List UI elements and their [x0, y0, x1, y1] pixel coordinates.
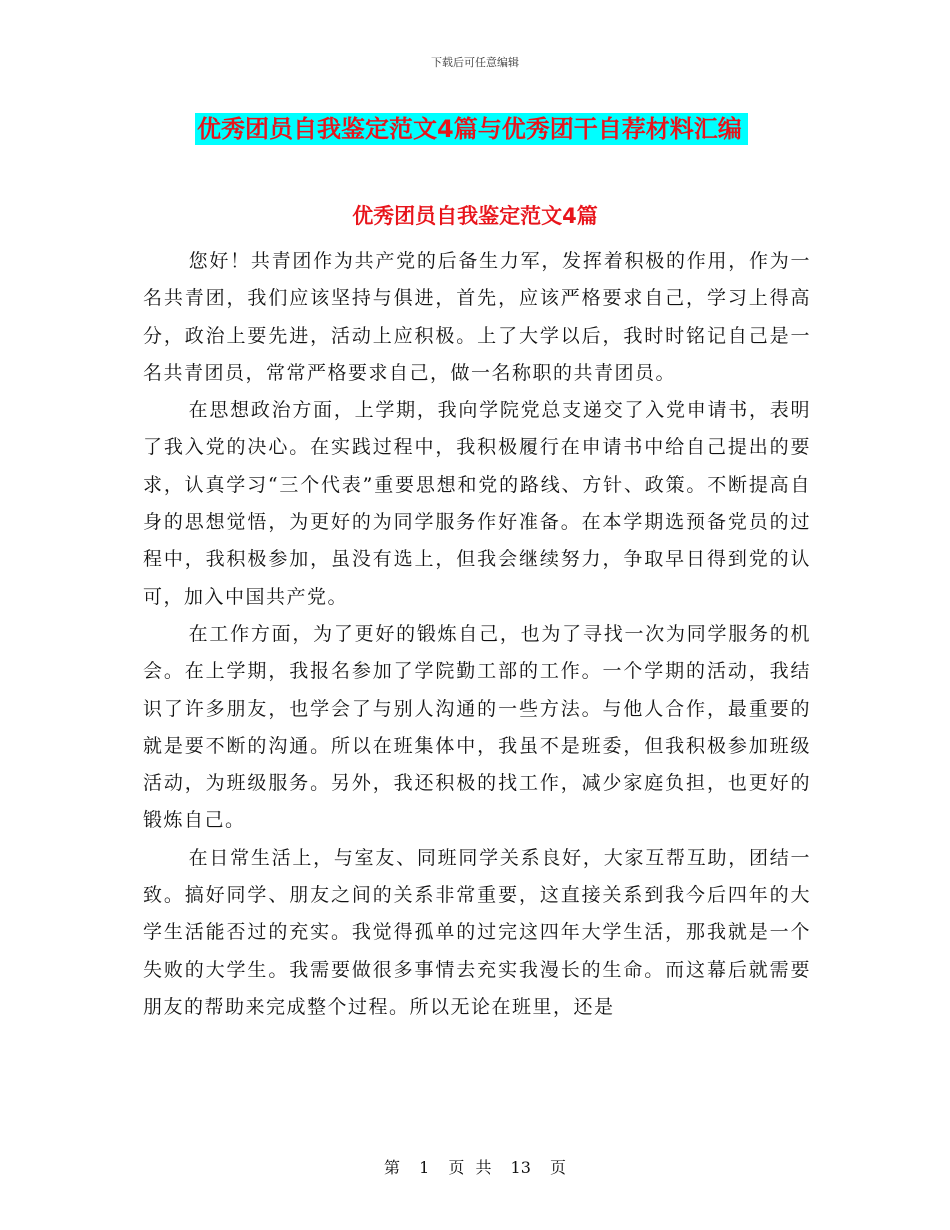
paragraph-2: 在思想政治方面，上学期，我向学院党总支递交了入党申请书，表明了我入党的决心。在实践过程中，我积极履行在申请书中给自己提出的要求，认真学习“三个代表”重要思想和党的路线、方针、政策。不断提高自身的思想觉悟，为更好的为同学服务作好准备。在本学期选预备党员的过程中，我积极参加，虽没有选上，但我会继续努力，争取早日得到党的认可，加入中国共产党。 [143, 399, 811, 608]
footer-page-number: 1 [419, 1158, 430, 1177]
body-text [143, 243, 811, 1026]
footer-prefix: 第 [383, 1158, 400, 1177]
footer-middle: 页 共 [448, 1158, 492, 1177]
footer-suffix: 页 [550, 1158, 567, 1177]
paragraph-1: 您好！共青团作为共产党的后备生力军，发挥着积极的作用，作为一名共青团，我们应该坚持与俱进，首先，应该严格要求自己，学习上得高分，政治上要先进，活动上应积极。上了大学以后，我时时铭记自己是一名共青团员，常常严格要求自己，做一名称职的共青团员。 [143, 250, 811, 384]
footer-total-pages: 13 [510, 1158, 531, 1177]
paragraph-4: 在日常生活上，与室友、同班同学关系良好，大家互帮互助，团结一致。搞好同学、朋友之间的关系非常重要，这直接关系到我今后四年的大学生活能否过的充实。我觉得孤单的过完这四年大学生活，那我就是一个失败的大学生。我需要做很多事情去充实我漫长的生命。而这幕后就需要朋友的帮助来完成整个过程。所以无论在班里，还是 [143, 846, 811, 1018]
paragraph-3: 在工作方面，为了更好的锻炼自己，也为了寻找一次为同学服务的机会。在上学期，我报名参加了学院勤工部的工作。一个学期的活动，我结识了许多朋友，也学会了与别人沟通的一些方法。与他人合作，最重要的就是要不断的沟通。所以在班集体中，我虽不是班委，但我积极参加班级活动，为班级服务。另外，我还积极的找工作，减少家庭负担，也更好的锻炼自己。 [143, 622, 811, 832]
document-title: 优秀团员自我鉴定范文4篇与优秀团干自荐材料汇编 [195, 113, 748, 145]
section-title: 优秀团员自我鉴定范文4篇 [352, 204, 598, 228]
page-footer [0, 1155, 950, 1178]
header-note: 下载后可任意编辑 [431, 56, 519, 69]
